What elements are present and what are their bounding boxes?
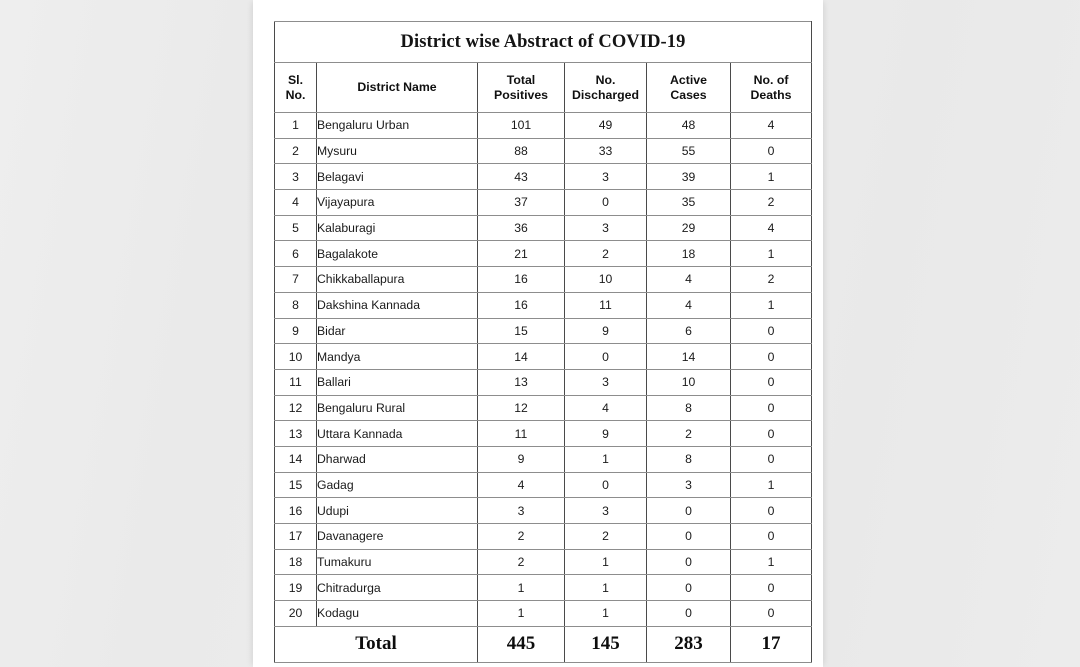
cell-no-discharged: 9 (565, 421, 647, 447)
table-row (275, 241, 812, 267)
cell-district-name: Mandya (317, 344, 478, 370)
cell-sl-no: 18 (275, 549, 317, 575)
table-row (275, 395, 812, 421)
cell-no-of-deaths: 4 (731, 113, 812, 139)
cell-no-of-deaths: 4 (731, 215, 812, 241)
cell-no-of-deaths: 0 (731, 344, 812, 370)
cell-active-cases: 48 (647, 113, 731, 139)
cell-total-positives: 16 (478, 292, 565, 318)
table-row (275, 215, 812, 241)
header-active-line1: Active (670, 72, 707, 87)
total-positives: 445 (478, 626, 565, 662)
cell-active-cases: 6 (647, 318, 731, 344)
cell-sl-no: 6 (275, 241, 317, 267)
cell-active-cases: 55 (647, 138, 731, 164)
table-header-row (275, 63, 812, 113)
cell-district-name: Dharwad (317, 446, 478, 472)
table-row (275, 472, 812, 498)
cell-district-name: Chitradurga (317, 575, 478, 601)
cell-total-positives: 13 (478, 369, 565, 395)
header-positives-line2: Positives (494, 87, 548, 102)
cell-no-discharged: 2 (565, 241, 647, 267)
column-header-district-name: District Name (317, 63, 478, 113)
table-row (275, 549, 812, 575)
cell-total-positives: 12 (478, 395, 565, 421)
cell-no-discharged: 3 (565, 369, 647, 395)
cell-total-positives: 9 (478, 446, 565, 472)
table-row (275, 601, 812, 627)
cell-total-positives: 11 (478, 421, 565, 447)
cell-district-name: Uttara Kannada (317, 421, 478, 447)
cell-no-of-deaths: 0 (731, 138, 812, 164)
cell-no-discharged: 9 (565, 318, 647, 344)
cell-no-of-deaths: 1 (731, 241, 812, 267)
cell-sl-no: 13 (275, 421, 317, 447)
cell-no-of-deaths: 2 (731, 267, 812, 293)
cell-no-discharged: 4 (565, 395, 647, 421)
cell-sl-no: 10 (275, 344, 317, 370)
cell-district-name: Gadag (317, 472, 478, 498)
cell-district-name: Dakshina Kannada (317, 292, 478, 318)
cell-district-name: Tumakuru (317, 549, 478, 575)
table-title-row (275, 22, 812, 63)
cell-active-cases: 35 (647, 190, 731, 216)
cell-active-cases: 10 (647, 369, 731, 395)
cell-active-cases: 0 (647, 524, 731, 550)
header-deaths-line2: Deaths (750, 87, 792, 102)
total-active: 283 (647, 626, 731, 662)
cell-total-positives: 37 (478, 190, 565, 216)
cell-no-of-deaths: 0 (731, 369, 812, 395)
cell-sl-no: 20 (275, 601, 317, 627)
table-row (275, 113, 812, 139)
cell-district-name: Kalaburagi (317, 215, 478, 241)
cell-no-discharged: 11 (565, 292, 647, 318)
table-body (275, 113, 812, 627)
cell-district-name: Ballari (317, 369, 478, 395)
cell-total-positives: 1 (478, 575, 565, 601)
cell-active-cases: 0 (647, 549, 731, 575)
cell-active-cases: 8 (647, 395, 731, 421)
header-deaths-line1: No. of (753, 72, 789, 87)
cell-district-name: Vijayapura (317, 190, 478, 216)
document-page (253, 0, 823, 667)
cell-active-cases: 3 (647, 472, 731, 498)
cell-sl-no: 11 (275, 369, 317, 395)
table-row (275, 292, 812, 318)
cell-no-discharged: 49 (565, 113, 647, 139)
cell-no-discharged: 10 (565, 267, 647, 293)
column-header-no-of-deaths (731, 63, 812, 113)
cell-district-name: Belagavi (317, 164, 478, 190)
cell-sl-no: 2 (275, 138, 317, 164)
table-row (275, 190, 812, 216)
table-row (275, 138, 812, 164)
cell-district-name: Bagalakote (317, 241, 478, 267)
header-sl-line1: Sl. (287, 72, 304, 87)
header-active-line2: Cases (670, 87, 707, 102)
cell-district-name: Chikkaballapura (317, 267, 478, 293)
total-label: Total (275, 626, 478, 662)
cell-active-cases: 39 (647, 164, 731, 190)
column-header-no-discharged (565, 63, 647, 113)
covid-district-abstract-table (274, 21, 812, 663)
column-header-sl-no (275, 63, 317, 113)
cell-no-of-deaths: 0 (731, 395, 812, 421)
cell-total-positives: 14 (478, 344, 565, 370)
cell-district-name: Bengaluru Rural (317, 395, 478, 421)
cell-no-of-deaths: 0 (731, 421, 812, 447)
cell-no-of-deaths: 1 (731, 472, 812, 498)
header-discharged-line1: No. (595, 72, 616, 87)
cell-no-discharged: 0 (565, 190, 647, 216)
cell-no-discharged: 1 (565, 601, 647, 627)
cell-no-discharged: 3 (565, 498, 647, 524)
cell-total-positives: 1 (478, 601, 565, 627)
column-header-total-positives (478, 63, 565, 113)
cell-no-of-deaths: 0 (731, 446, 812, 472)
cell-no-of-deaths: 1 (731, 164, 812, 190)
cell-sl-no: 9 (275, 318, 317, 344)
table-row (275, 369, 812, 395)
cell-no-discharged: 0 (565, 472, 647, 498)
table-row (275, 421, 812, 447)
cell-no-of-deaths: 2 (731, 190, 812, 216)
cell-sl-no: 19 (275, 575, 317, 601)
cell-district-name: Bengaluru Urban (317, 113, 478, 139)
cell-sl-no: 3 (275, 164, 317, 190)
table-row (275, 524, 812, 550)
cell-no-of-deaths: 1 (731, 292, 812, 318)
table-row (275, 446, 812, 472)
cell-total-positives: 16 (478, 267, 565, 293)
header-sl-line2: No. (285, 87, 306, 102)
cell-total-positives: 4 (478, 472, 565, 498)
cell-total-positives: 101 (478, 113, 565, 139)
table-row (275, 575, 812, 601)
table-row (275, 498, 812, 524)
cell-no-of-deaths: 0 (731, 524, 812, 550)
cell-no-discharged: 33 (565, 138, 647, 164)
cell-active-cases: 0 (647, 601, 731, 627)
cell-no-discharged: 3 (565, 164, 647, 190)
cell-active-cases: 0 (647, 498, 731, 524)
cell-active-cases: 2 (647, 421, 731, 447)
cell-total-positives: 21 (478, 241, 565, 267)
total-discharged: 145 (565, 626, 647, 662)
cell-no-discharged: 3 (565, 215, 647, 241)
table-total-row (275, 626, 812, 662)
cell-total-positives: 43 (478, 164, 565, 190)
header-positives-line1: Total (506, 72, 536, 87)
cell-sl-no: 15 (275, 472, 317, 498)
cell-no-discharged: 1 (565, 549, 647, 575)
cell-district-name: Bidar (317, 318, 478, 344)
cell-total-positives: 15 (478, 318, 565, 344)
cell-district-name: Kodagu (317, 601, 478, 627)
cell-sl-no: 16 (275, 498, 317, 524)
cell-no-discharged: 2 (565, 524, 647, 550)
cell-sl-no: 4 (275, 190, 317, 216)
page-title: District wise Abstract of COVID-19 (275, 22, 812, 63)
cell-no-discharged: 1 (565, 446, 647, 472)
cell-no-discharged: 1 (565, 575, 647, 601)
table-row (275, 318, 812, 344)
cell-sl-no: 5 (275, 215, 317, 241)
cell-sl-no: 17 (275, 524, 317, 550)
cell-no-of-deaths: 0 (731, 575, 812, 601)
table-row (275, 344, 812, 370)
cell-active-cases: 14 (647, 344, 731, 370)
cell-active-cases: 0 (647, 575, 731, 601)
cell-no-of-deaths: 0 (731, 498, 812, 524)
cell-total-positives: 2 (478, 524, 565, 550)
cell-sl-no: 8 (275, 292, 317, 318)
cell-sl-no: 12 (275, 395, 317, 421)
header-discharged-line2: Discharged (572, 87, 639, 102)
cell-total-positives: 88 (478, 138, 565, 164)
cell-total-positives: 36 (478, 215, 565, 241)
cell-active-cases: 29 (647, 215, 731, 241)
cell-active-cases: 8 (647, 446, 731, 472)
cell-active-cases: 4 (647, 267, 731, 293)
cell-no-of-deaths: 0 (731, 318, 812, 344)
total-deaths: 17 (731, 626, 812, 662)
table-row (275, 164, 812, 190)
cell-district-name: Davanagere (317, 524, 478, 550)
cell-no-discharged: 0 (565, 344, 647, 370)
cell-district-name: Udupi (317, 498, 478, 524)
cell-sl-no: 7 (275, 267, 317, 293)
cell-district-name: Mysuru (317, 138, 478, 164)
cell-no-of-deaths: 1 (731, 549, 812, 575)
cell-active-cases: 18 (647, 241, 731, 267)
cell-total-positives: 3 (478, 498, 565, 524)
cell-active-cases: 4 (647, 292, 731, 318)
column-header-active-cases (647, 63, 731, 113)
cell-total-positives: 2 (478, 549, 565, 575)
cell-sl-no: 1 (275, 113, 317, 139)
table-row (275, 267, 812, 293)
cell-no-of-deaths: 0 (731, 601, 812, 627)
cell-sl-no: 14 (275, 446, 317, 472)
